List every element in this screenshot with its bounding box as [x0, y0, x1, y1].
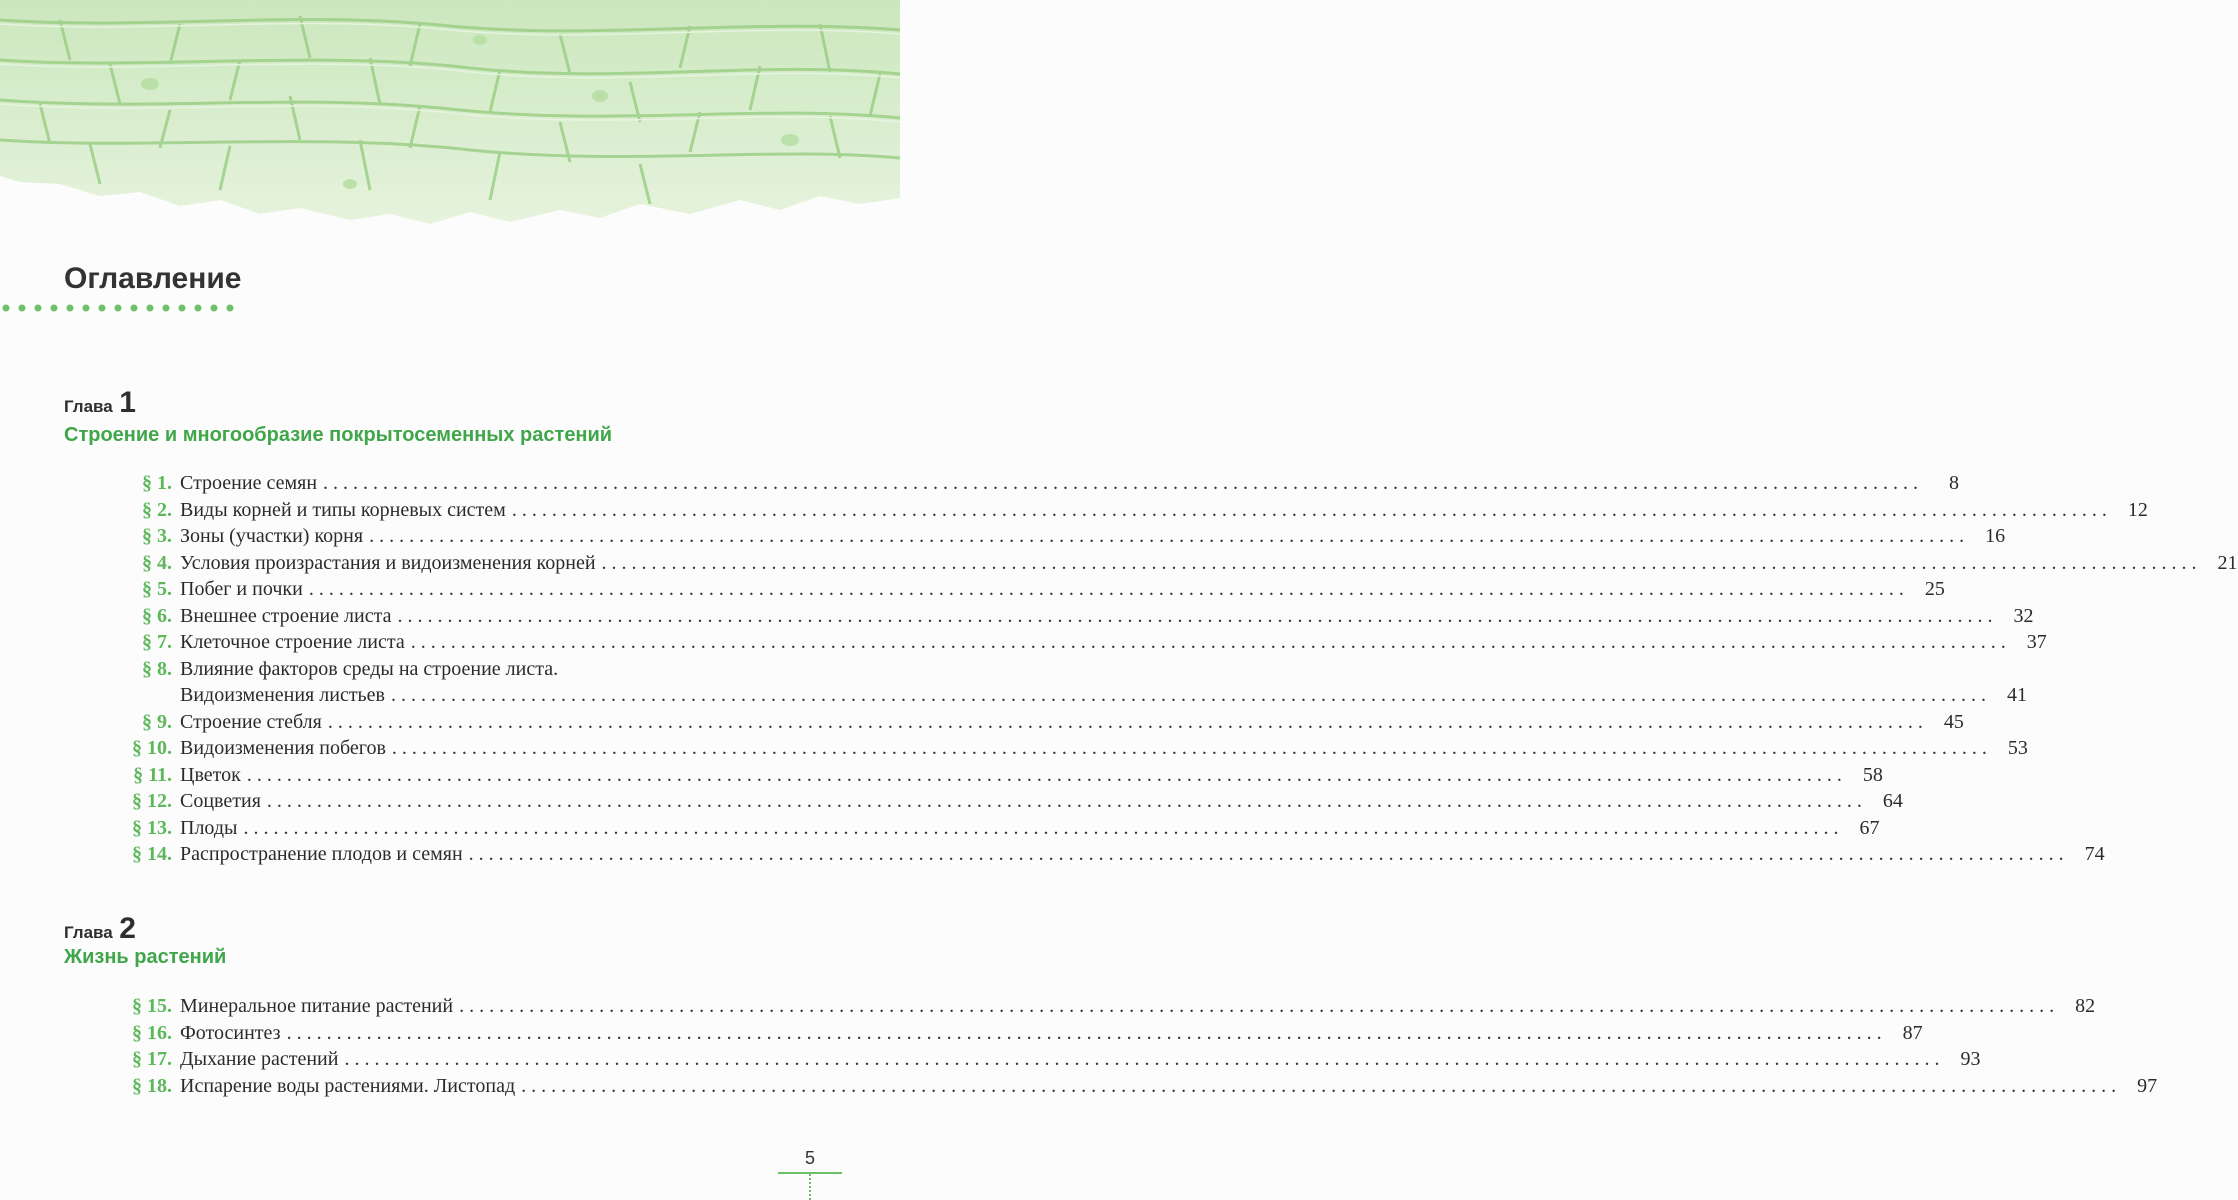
section-title: Фотосинтез: [180, 1021, 281, 1044]
section-number: § 9.: [142, 710, 172, 733]
section-title: Видоизменения побегов: [180, 737, 386, 759]
section-page: 67: [1859, 816, 1880, 839]
section-page: 25: [1924, 578, 1945, 600]
section-title: Плоды: [180, 816, 238, 839]
section-title: Строение семян: [180, 472, 318, 494]
toc-entry[interactable]: § 17. Дыхание растений ................................................................................................................................................................ 93: [100, 1046, 840, 1073]
section-title: Побег и почки: [180, 578, 303, 600]
chapter-1-title: Строение и многообразие покрытосеменных растений: [64, 424, 613, 446]
chapter-2-label: [64, 912, 136, 946]
toc-entry[interactable]: § 16. Фотосинтез ................................................................................................................................................................ 87: [100, 1020, 840, 1047]
toc-entry[interactable]: § 11. Цветок ................................................................................................................................................................ 58: [100, 762, 840, 789]
section-number: § 16.: [132, 1021, 172, 1044]
section-number: § 7.: [142, 631, 172, 653]
section-title: Минеральное питание растений: [180, 995, 454, 1017]
toc-entry[interactable]: § 9. Строение стебля ................................................................................................................................................................ 45: [100, 709, 840, 736]
section-title: Испарение воды растениями. Листопад: [180, 1074, 516, 1097]
toc-entry[interactable]: § 5. Побег и почки ................................................................................................................................................................ 25: [100, 576, 840, 603]
chapter-number: 1: [119, 386, 136, 419]
page-number: 5: [804, 1148, 815, 1168]
chapter-word: Глава: [64, 923, 113, 942]
section-number: § 17.: [132, 1048, 172, 1070]
section-number: § 2.: [142, 498, 172, 521]
section-page: 87: [1902, 1021, 1923, 1044]
section-page: 53: [2007, 737, 2028, 759]
section-title: Клеточное строение листа: [180, 631, 405, 653]
section-number: § 12.: [132, 790, 172, 812]
toc-entry[interactable]: § 10. Видоизменения побегов ................................................................................................................................................................ 53: [100, 735, 840, 762]
section-title: Соцветия: [180, 790, 261, 812]
section-title: Цветок: [180, 763, 241, 786]
toc-entry[interactable]: § 3. Зоны (участки) корня ................................................................................................................................................................ 16: [100, 523, 840, 550]
section-page: 21: [2217, 551, 2238, 574]
plant-cells-banner: [0, 0, 900, 230]
section-title-continued: Видоизменения листьев: [180, 684, 385, 706]
section-page: 32: [2013, 604, 2034, 627]
toc-entry[interactable]: § 18. Испарение воды растениями. Листопад ................................................................................................................................................................ 97: [100, 1073, 840, 1100]
section-number: § 5.: [142, 578, 172, 600]
toc-entry[interactable]: § 6. Внешнее строение листа ................................................................................................................................................................ 32: [100, 603, 840, 630]
section-page: 45: [1943, 710, 1964, 733]
toc-entry[interactable]: § 7. Клеточное строение листа ................................................................................................................................................................ 37: [100, 629, 840, 656]
chapter-1-toc: [100, 470, 2238, 868]
section-number: § 8.: [142, 657, 172, 680]
section-page: 8: [1949, 472, 1960, 494]
section-page: 64: [1882, 790, 1903, 812]
toc-entry[interactable]: § 1. Строение семян ................................................................................................................................................................ 8: [100, 470, 840, 497]
page-title: Оглавление: [64, 262, 242, 295]
section-title: Распространение плодов и семян: [180, 843, 463, 865]
chapter-number: 2: [119, 912, 136, 945]
section-title: Влияние факторов среды на строение листа.: [180, 657, 559, 680]
section-page: 16: [1985, 525, 2006, 547]
section-number: § 13.: [132, 816, 172, 839]
section-page: 97: [2137, 1074, 2158, 1097]
toc-entry[interactable]: § 15. Минеральное питание растений ................................................................................................................................................................ 82: [100, 993, 840, 1020]
section-title: Дыхание растений: [180, 1048, 339, 1070]
section-page: 37: [2026, 631, 2047, 653]
section-number: § 10.: [132, 737, 172, 759]
section-number: § 14.: [132, 843, 172, 865]
section-title: Виды корней и типы корневых систем: [180, 498, 506, 521]
toc-entry[interactable]: § 12. Соцветия ................................................................................................................................................................ 64: [100, 788, 840, 815]
chapter-word: Глава: [64, 397, 113, 416]
folio-dotted-tick: [809, 1174, 811, 1200]
section-page: 82: [2075, 995, 2096, 1017]
section-page: 58: [1862, 763, 1883, 786]
section-number: § 11.: [133, 763, 172, 786]
section-number: § 18.: [132, 1074, 172, 1097]
section-page: 74: [2084, 843, 2105, 865]
section-page: 41: [2007, 684, 2027, 706]
dotted-divider: [0, 300, 240, 316]
toc-entry[interactable]: § 4. Условия произрастания и видоизменения корней ................................................................................................................................................................ 21: [100, 550, 840, 577]
toc-entry[interactable]: § 14. Распространение плодов и семян ................................................................................................................................................................ 74: [100, 841, 840, 868]
section-title: Внешнее строение листа: [180, 604, 392, 627]
toc-entry[interactable]: § 8. Влияние факторов среды на строение листа. Видоизменения листьев ................................................................................................................................................................ 41: [100, 656, 840, 709]
section-title: Строение стебля: [180, 710, 322, 733]
toc-entry[interactable]: § 13. Плоды ................................................................................................................................................................ 67: [100, 815, 840, 842]
section-number: § 15.: [132, 995, 172, 1017]
section-number: § 3.: [142, 525, 172, 547]
section-page: 12: [2127, 498, 2148, 521]
section-number: § 1.: [142, 472, 172, 494]
section-title: Условия произрастания и видоизменения корней: [180, 551, 596, 574]
chapter-1-label: [64, 386, 136, 420]
section-page: 93: [1960, 1048, 1981, 1070]
chapter-2-title: Жизнь растений: [64, 946, 227, 968]
section-title: Зоны (участки) корня: [180, 525, 364, 547]
chapter-2-toc: [100, 993, 2158, 1099]
toc-entry[interactable]: § 2. Виды корней и типы корневых систем ................................................................................................................................................................ 12: [100, 497, 840, 524]
section-number: § 4.: [142, 551, 172, 574]
section-number: § 6.: [142, 604, 172, 627]
